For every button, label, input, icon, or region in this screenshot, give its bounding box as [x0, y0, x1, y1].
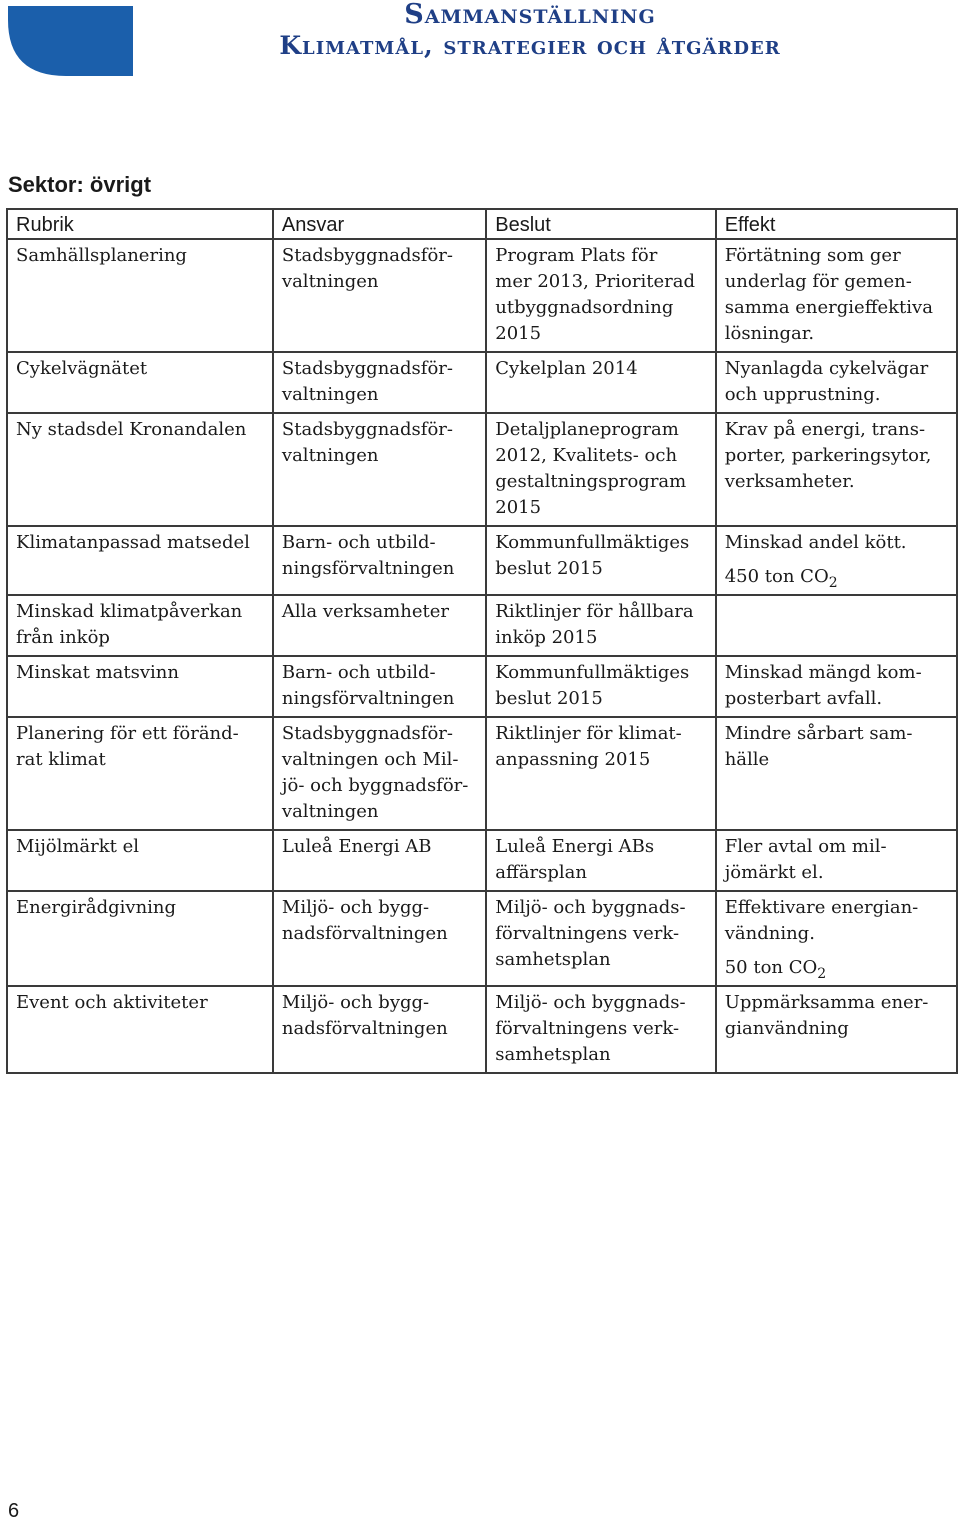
table-row	[7, 352, 957, 413]
cell-ansvar: Stadsbyggnadsför- valtningen	[273, 352, 486, 413]
column-header-ansvar: Ansvar	[273, 209, 486, 239]
table-row	[7, 986, 957, 1073]
cell-ansvar: Barn- och utbild- ningsförvaltningen	[273, 526, 486, 595]
table-row	[7, 413, 957, 526]
table-row	[7, 526, 957, 595]
table-row	[7, 595, 957, 656]
co2-subscript: 2	[817, 966, 827, 982]
cell-rubrik: Event och aktiviteter	[7, 986, 273, 1073]
cell-beslut: Cykelplan 2014	[486, 352, 715, 413]
cell-effekt: Nyanlagda cykelvägar och upprustning.	[716, 352, 957, 413]
column-header-rubrik: Rubrik	[7, 209, 273, 239]
cell-rubrik: Samhällsplanering	[7, 239, 273, 352]
cell-beslut: Miljö- och byggnads- förvaltningens verk- samhetsplan	[486, 986, 715, 1073]
cell-effekt: Mindre sårbart sam- hälle	[716, 717, 957, 830]
cell-effekt-container	[716, 526, 957, 595]
column-header-beslut: Beslut	[486, 209, 715, 239]
cell-rubrik: Cykelvägnätet	[7, 352, 273, 413]
cell-beslut: Detaljplaneprogram 2012, Kvalitets- och gestaltningsprogram 2015	[486, 413, 715, 526]
table-row	[7, 891, 957, 986]
cell-rubrik: Minskat matsvinn	[7, 656, 273, 717]
cell-beslut: Kommunfullmäktiges beslut 2015	[486, 656, 715, 717]
cell-effekt: Krav på energi, trans- porter, parkeringsytor, verksamheter.	[716, 413, 957, 526]
cell-effekt: Minskad andel kött.	[724, 532, 907, 553]
cell-ansvar: Stadsbyggnadsför- valtningen	[273, 413, 486, 526]
cell-effekt: Uppmärksamma ener- gianvändning	[716, 986, 957, 1073]
cell-ansvar: Stadsbyggnadsför- valtningen och Mil- jö- och byggnadsför- valtningen	[273, 717, 486, 830]
table-row	[7, 656, 957, 717]
table-row	[7, 239, 957, 352]
co2-text: 50 ton CO	[724, 957, 818, 978]
table-row	[7, 830, 957, 891]
co2-text: 450 ton CO	[724, 566, 829, 587]
co2-reduction-value	[725, 564, 948, 590]
co2-reduction-value	[725, 955, 948, 981]
cell-effekt: Effektivare energian- vändning.	[724, 897, 919, 944]
co2-subscript: 2	[828, 575, 838, 591]
cell-rubrik: Energirådgivning	[7, 891, 273, 986]
cell-rubrik: Klimatanpassad matsedel	[7, 526, 273, 595]
table-header-row	[7, 209, 957, 239]
sector-title: Sektor: övrigt	[8, 172, 152, 197]
cell-beslut: Luleå Energi ABs affärsplan	[486, 830, 715, 891]
cell-rubrik: Ny stadsdel Kronandalen	[7, 413, 273, 526]
corner-decoration-shape	[8, 6, 133, 76]
cell-ansvar: Luleå Energi AB	[273, 830, 486, 891]
cell-ansvar: Barn- och utbild- ningsförvaltningen	[273, 656, 486, 717]
cell-rubrik: Mijölmärkt el	[7, 830, 273, 891]
cell-beslut: Riktlinjer för klimat- anpassning 2015	[486, 717, 715, 830]
cell-ansvar: Alla verksamheter	[273, 595, 486, 656]
cell-beslut: Program Plats för mer 2013, Prioriterad utbyggnadsordning 2015	[486, 239, 715, 352]
cell-ansvar: Miljö- och bygg- nadsförvaltningen	[273, 986, 486, 1073]
header-title-line2: Klimatmål, strategier och åtgärder	[279, 31, 781, 60]
cell-rubrik: Minskad klimatpåverkan från inköp	[7, 595, 273, 656]
page-number: 6	[8, 1500, 20, 1522]
page-header	[140, 0, 920, 62]
cell-ansvar: Miljö- och bygg- nadsförvaltningen	[273, 891, 486, 986]
cell-beslut: Miljö- och byggnads- förvaltningens verk- samhetsplan	[486, 891, 715, 986]
cell-rubrik: Planering för ett föränd- rat klimat	[7, 717, 273, 830]
cell-beslut: Kommunfullmäktiges beslut 2015	[486, 526, 715, 595]
measures-table	[6, 208, 958, 1074]
cell-beslut: Riktlinjer för hållbara inköp 2015	[486, 595, 715, 656]
cell-effekt: Förtätning som ger underlag för gemen- samma energieffektiva lösningar.	[716, 239, 957, 352]
table-row	[7, 717, 957, 830]
column-header-effekt: Effekt	[716, 209, 957, 239]
cell-effekt-container	[716, 891, 957, 986]
cell-effekt: Fler avtal om mil- jömärkt el.	[716, 830, 957, 891]
cell-effekt: Minskad mängd kom- posterbart avfall.	[716, 656, 957, 717]
cell-ansvar: Stadsbyggnadsför- valtningen	[273, 239, 486, 352]
header-title-line1: Sammanställning	[404, 0, 656, 30]
cell-effekt	[716, 595, 957, 656]
